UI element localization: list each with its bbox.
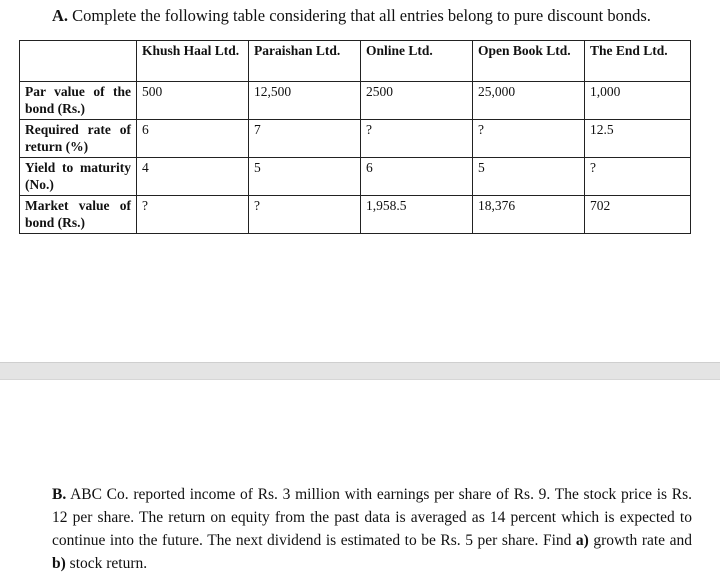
document-page-2 (0, 380, 720, 587)
table-row (20, 196, 691, 234)
table-header-khush-haal: Khush Haal Ltd. (137, 41, 249, 82)
row-label-market-value: Market value of bond (Rs.) (20, 196, 137, 234)
table-cell: 7 (249, 120, 361, 158)
question-b-text-b: stock return. (65, 555, 148, 572)
table-header-paraishan: Paraishan Ltd. (249, 41, 361, 82)
table-cell: 25,000 (473, 82, 585, 120)
table-header-online: Online Ltd. (361, 41, 473, 82)
row-label-par-value: Par value of the bond (Rs.) (20, 82, 137, 120)
table-cell: 4 (137, 158, 249, 196)
table-cell: ? (585, 158, 691, 196)
page-separator (0, 362, 720, 380)
question-b-part-b: b) (52, 555, 66, 572)
table-cell: 12,500 (249, 82, 361, 120)
table-cell: 5 (249, 158, 361, 196)
table-header-row (20, 41, 691, 82)
question-a-heading (52, 6, 651, 26)
table-cell: ? (361, 120, 473, 158)
question-a-label: A. (52, 6, 69, 25)
table-cell: 6 (137, 120, 249, 158)
question-b-text: ABC Co. reported income of Rs. 3 million with earnings per share of Rs. 9. The stock price is Rs. 12 per share. The return on equity from the past data is averaged as 14 percent which is expected to continue into the future. The next dividend is estimated to be Rs. 5 per share. Find (52, 486, 692, 549)
table-cell: 12.5 (585, 120, 691, 158)
row-label-required-rate: Required rate of return (%) (20, 120, 137, 158)
table-cell: 500 (137, 82, 249, 120)
question-b-paragraph (52, 483, 692, 575)
table-header-corner (20, 41, 137, 82)
table-cell: 1,000 (585, 82, 691, 120)
table-row (20, 158, 691, 196)
table-row (20, 82, 691, 120)
table-header-open-book: Open Book Ltd. (473, 41, 585, 82)
table-row (20, 120, 691, 158)
table-cell: 6 (361, 158, 473, 196)
row-label-yield-to-maturity: Yield to maturity (No.) (20, 158, 137, 196)
table-cell: ? (473, 120, 585, 158)
question-b-part-a: a) (575, 532, 589, 549)
table-cell: 18,376 (473, 196, 585, 234)
table-cell: ? (137, 196, 249, 234)
table-cell: 1,958.5 (361, 196, 473, 234)
table-cell: 2500 (361, 82, 473, 120)
table-cell: 5 (473, 158, 585, 196)
question-b-text-a: growth rate and (588, 532, 692, 549)
question-b-label: B. (52, 486, 67, 503)
bond-table (19, 40, 691, 234)
question-a-text: Complete the following table considering that all entries belong to pure discount bonds. (68, 6, 651, 25)
table-cell: 702 (585, 196, 691, 234)
table-header-the-end: The End Ltd. (585, 41, 691, 82)
table-cell: ? (249, 196, 361, 234)
